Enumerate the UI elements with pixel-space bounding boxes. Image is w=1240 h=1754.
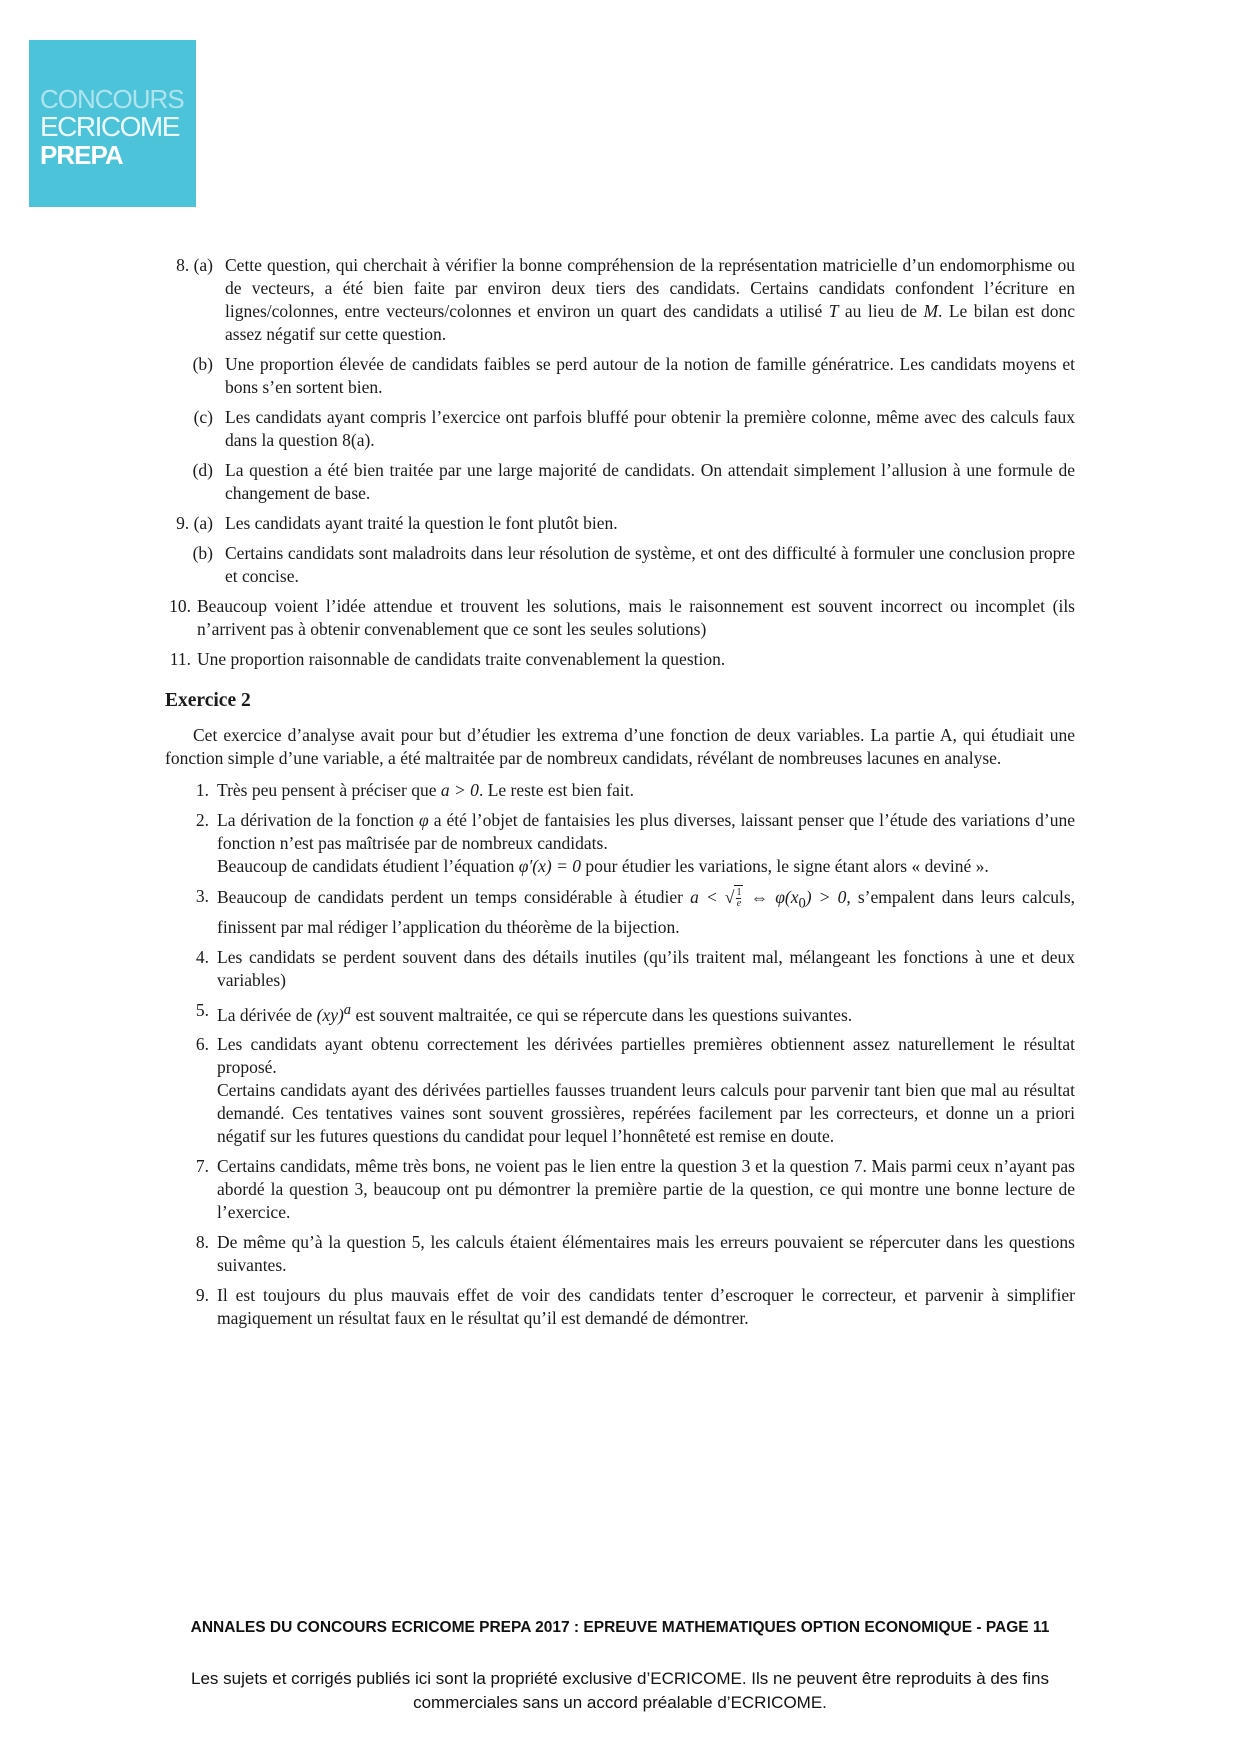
question-10 <box>165 595 1075 641</box>
question-8c <box>165 406 1075 452</box>
question-number: 4. <box>195 946 209 967</box>
sub-label: (a) <box>193 255 213 275</box>
question-8b-text: Une proportion élevée de candidats faibles se perd autour de la notion de famille génératrice. Les candidats moyens et bons s’en sortent bien. <box>225 354 1075 397</box>
question-number: 2. <box>195 810 209 830</box>
ex2-question-3: 3. Beaucoup de candidats perdent un temps considérable à étudier a < √ $\frac{1}{e}$ ⇔ $\varphi(x_0) > 0$, s’empalent dans leurs calculs, finissent par mal rédiger l’application du théorème de la bijection. <box>165 885 1075 939</box>
sqrt-symbol: √ <box>724 887 735 907</box>
footer-copyright-note: Les sujets et corrigés publiés ici sont la propriété exclusive d’ECRICOME. Ils ne peuvent être reproduits à des fins commerciales sans un accord préalable d’ECRICOME. <box>191 1669 1049 1712</box>
exercise-2-title: Exercice 2 <box>165 690 251 711</box>
question-10-text: Beaucoup voient l’idée attendue et trouvent les solutions, mais le raisonnement est souvent incorrect ou incomplet (ils n’arrivent pas à obtenir convenablement que ce sont les seules solutions) <box>197 596 1075 639</box>
ex2-question-9 <box>165 1284 1075 1330</box>
question-number: 6. <box>195 1034 209 1055</box>
logo-line-concours: CONCOURS <box>40 84 184 114</box>
ex2-question-8-text: De même qu’à la question 5, les calculs étaient élémentaires mais les erreurs pouvaient se répercuter dans les questions suivantes. <box>217 1232 1075 1276</box>
question-11-text: Une proportion raisonnable de candidats traite convenablement la question. <box>197 649 726 669</box>
question-8d <box>165 459 1075 505</box>
question-number: 11. <box>169 649 191 669</box>
question-number: 1. <box>195 780 209 800</box>
ex2-question-7-text: Certains candidats, même très bons, ne voient pas le lien entre la question 3 et la question 7. Mais parmi ceux n’ayant pas abordé la question 3, beaucoup ont pu démontrer la première partie de la question, ce qui montre une bonne lecture de l’exercice. <box>217 1156 1075 1223</box>
footer-title: ANNALES DU CONCOURS ECRICOME PREPA 2017 : EPREUVE MATHEMATIQUES OPTION ECONOMIQUE - PAGE 11 <box>190 1619 1050 1636</box>
ex2-question-1: 1. Très peu pensent à préciser que a > 0. Le reste est bien fait. <box>165 779 1075 802</box>
report-body <box>165 254 1075 1337</box>
ex2-question-7 <box>165 1155 1075 1224</box>
question-9b <box>165 542 1075 588</box>
fraction: $\frac{1}{e}$ <box>736 887 742 910</box>
question-9b-text: Certains candidats sont maladroits dans leur résolution de système, et ont des difficulté à formuler une conclusion propre et concise. <box>225 543 1075 586</box>
sub-label: (a) <box>193 513 213 533</box>
sub-label: (c) <box>193 407 213 427</box>
question-number: 9. <box>176 513 190 533</box>
question-number: 10. <box>169 596 191 616</box>
question-number: 8. <box>195 1232 209 1253</box>
question-number: 8. <box>176 255 190 275</box>
logo-line-ecricome: ECRICOME <box>40 111 179 142</box>
ex2-question-2: 2. La dérivation de la fonction φ a été l’objet de fantaisies les plus diverses, laissant penser que l’étude des variations d’une fonction n’est pas maîtrisée par de nombreux candidats. Beaucoup de candidats étudient l’équation φ′(x) = 0 pour étudier les variations, le signe étant alors « deviné ». <box>165 809 1075 878</box>
ex2-question-4-text: Les candidats se perdent souvent dans des détails inutiles (qu’ils traitent mal, mélangeant les fonctions à une et deux variables) <box>217 946 1075 990</box>
question-8b <box>165 353 1075 399</box>
ex2-question-4 <box>165 946 1075 992</box>
sub-label: (d) <box>192 460 213 480</box>
sub-label: (b) <box>192 543 213 563</box>
ex2-question-8 <box>165 1231 1075 1277</box>
question-number: 7. <box>195 1156 209 1177</box>
question-8 <box>165 254 1075 346</box>
ex2-question-6: 6. Les candidats ayant obtenu correctement les dérivées partielles premières obtiennent assez naturellement le résultat proposé. Certains candidats ayant des dérivées partielles fausses truandent leurs calculs pour parvenir tant bien que mal au résultat demandé. Ces tentatives vaines sont souvent grossières, repérées facilement par les correcteurs, et donne un a priori négatif sur les futures questions du candidat pour lequel l’honnêteté est remise en doute. <box>165 1033 1075 1148</box>
ex2-question-5: 5. La dérivée de (xy)$^a$ est souvent maltraitée, ce qui se répercute dans les questions suivantes. <box>165 999 1075 1027</box>
question-11 <box>165 648 1075 671</box>
question-number: 5. <box>195 999 209 1020</box>
ex2-question-9-text: Il est toujours du plus mauvais effet de voir des candidats tenter d’escroquer le correcteur, et parvenir à simplifier magiquement un résultat faux en le résultat qu’il est demandé de démontrer. <box>217 1285 1075 1329</box>
question-number: 3. <box>195 886 209 906</box>
question-8c-text: Les candidats ayant compris l’exercice ont parfois bluffé pour obtenir la première colonne, même avec des calculs faux dans la question 8(a). <box>225 407 1075 450</box>
question-9 <box>165 512 1075 535</box>
question-number: 9. <box>195 1285 209 1306</box>
question-9a-text: Les candidats ayant traité la question le font plutôt bien. <box>225 513 618 533</box>
ecricome-logo <box>29 40 196 207</box>
exercise-2-questions <box>165 779 1075 1330</box>
question-8a-text: Cette question, qui cherchait à vérifier la bonne compréhension de la représentation matricielle d’un endomorphisme ou de vecteurs, a été bien faite par environ deux tiers des candidats. Certains candidats confondent l’écriture en lignes/colonnes, entre vecteurs/colonnes et environ un quart des candidats a utilisé T au lieu de M. Le bilan est donc assez négatif sur cette question. <box>225 255 1076 344</box>
sub-label: (b) <box>192 354 213 374</box>
exercise-2-intro: Cet exercice d’analyse avait pour but d’étudier les extrema d’une fonction de deux variables. La partie A, qui étudiait une fonction simple d’une variable, a été maltraitée par de nombreux candidats, révélant de nombreuses lacunes en analyse. <box>165 725 1075 768</box>
logo-line-prepa: PREPA <box>40 140 123 170</box>
question-8d-text: La question a été bien traitée par une large majorité de candidats. On attendait simplement l’allusion à une formule de changement de base. <box>225 460 1075 503</box>
